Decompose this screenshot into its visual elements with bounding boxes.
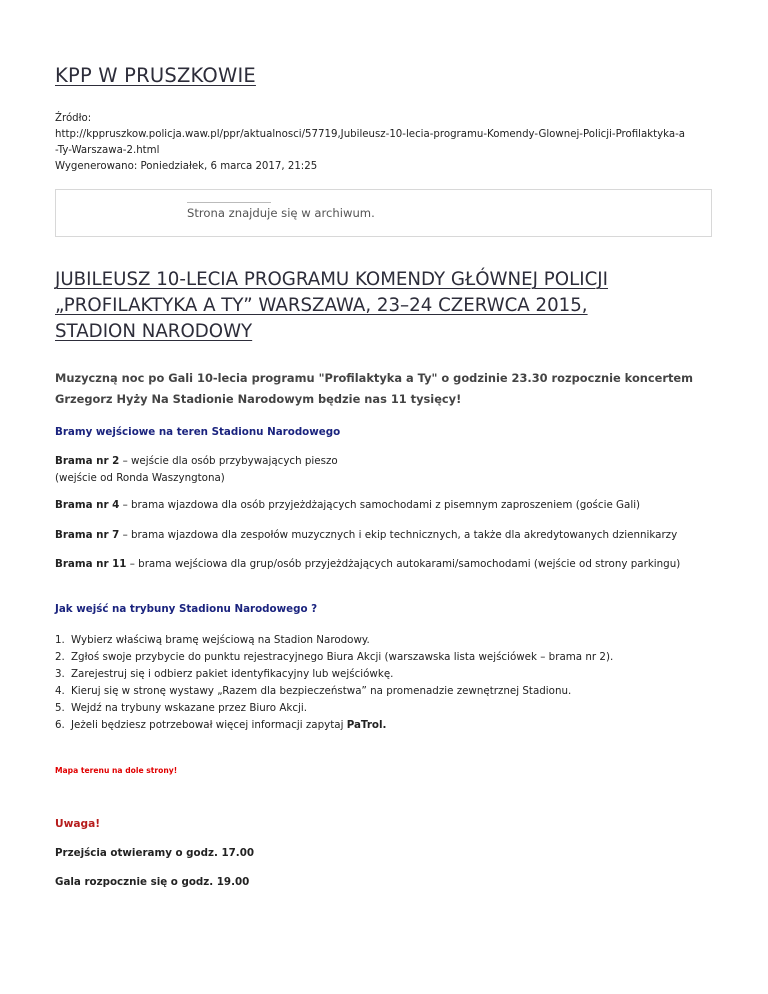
gate-name: Brama nr 11 — [55, 558, 127, 570]
gate-desc: – brama wjazdowa dla osób przyjeżdżających samochodami z pisemnym zaproszeniem (goście Gali) — [119, 499, 641, 511]
gate-name: Brama nr 2 — [55, 455, 120, 467]
archive-text: Strona znajduje się w archiwum. — [187, 206, 375, 220]
archive-divider — [187, 202, 271, 203]
gate-item — [55, 497, 640, 514]
gate-item — [55, 453, 338, 487]
gates-heading: Bramy wejściowe na teren Stadionu Narodowego — [55, 426, 341, 438]
gate-desc: – wejście dla osób przybywających pieszo — [119, 455, 338, 467]
gate-item — [55, 527, 677, 544]
gate-desc-extra: (wejście od Ronda Waszyngtona) — [55, 472, 225, 484]
source-url-line2[interactable]: -Ty-Warszawa-2.html — [55, 145, 160, 156]
lead-line1: Muzyczną noc po Gali 10-lecia programu "Profilaktyka a Ty" o godzinie 23.30 rozpocznie koncertem — [55, 371, 694, 385]
gate-name: Brama nr 7 — [55, 529, 120, 541]
stands-heading: Jak wejść na trybuny Stadionu Narodowego ? — [55, 603, 318, 615]
source-url-line1[interactable]: http://kppruszkow.policja.waw.pl/ppr/aktualnosci/57719,Jubileusz-10-lecia-programu-Komendy-Glownej-Policji-Profilaktyka-a — [55, 129, 686, 140]
list-item: 1. Wybierz właściwą bramę wejściową na Stadion Narodowy. — [55, 634, 370, 646]
gate-name: Brama nr 4 — [55, 499, 120, 511]
warning-label: Uwaga! — [55, 818, 101, 830]
gate-desc: – brama wjazdowa dla zespołów muzycznych i ekip technicznych, a także dla akredytowanych dziennikarzy — [119, 529, 678, 541]
article-lead — [55, 368, 725, 410]
list-item: 2. Zgłoś swoje przybycie do punktu rejestracyjnego Biura Akcji (warszawska lista wejściówek – brama nr 2). — [55, 651, 614, 663]
archive-notice — [55, 189, 712, 237]
opening-time: Przejścia otwieramy o godz. 17.00 — [55, 847, 255, 859]
article-title-line3: STADION NARODOWY — [55, 321, 253, 342]
patrol-label: PaTrol. — [346, 719, 387, 731]
list-item: 6. Jeżeli będziesz potrzebował więcej informacji zapytaj PaTrol. — [55, 719, 387, 731]
map-note: Mapa terenu na dole strony! — [55, 766, 178, 775]
article-title-line1: JUBILEUSZ 10-LECIA PROGRAMU KOMENDY GŁÓWNEJ POLICJI — [55, 269, 608, 290]
list-item: 5. Wejdź na trybuny wskazane przez Biuro Akcji. — [55, 702, 308, 714]
source-meta — [55, 111, 685, 175]
article-title-line2: „PROFILAKTYKA A TY” WARSZAWA, 23–24 CZERWCA 2015, — [55, 295, 588, 316]
article-title[interactable] — [55, 267, 725, 345]
lead-line2: Grzegorz Hyży Na Stadionie Narodowym będzie nas 11 tysięcy! — [55, 392, 462, 406]
generated-date: Wygenerowano: Poniedziałek, 6 marca 2017, 21:25 — [55, 161, 318, 172]
source-label: Źródło: — [55, 113, 92, 124]
list-item: 3. Zarejestruj się i odbierz pakiet identyfikacyjny lub wejściówkę. — [55, 668, 394, 680]
gate-desc: – brama wejściowa dla grup/osób przyjeżdżających autokarami/samochodami (wejście od strony parkingu) — [126, 558, 681, 570]
steps-list — [55, 632, 613, 734]
gala-start-time: Gala rozpocznie się o godz. 19.00 — [55, 876, 250, 888]
site-title-link[interactable]: KPP W PRUSZKOWIE — [55, 64, 256, 87]
list-item: 4. Kieruj się w stronę wystawy „Razem dla bezpieczeństwa” na promenadzie zewnętrznej Stadionu. — [55, 685, 572, 697]
gate-item — [55, 556, 680, 573]
